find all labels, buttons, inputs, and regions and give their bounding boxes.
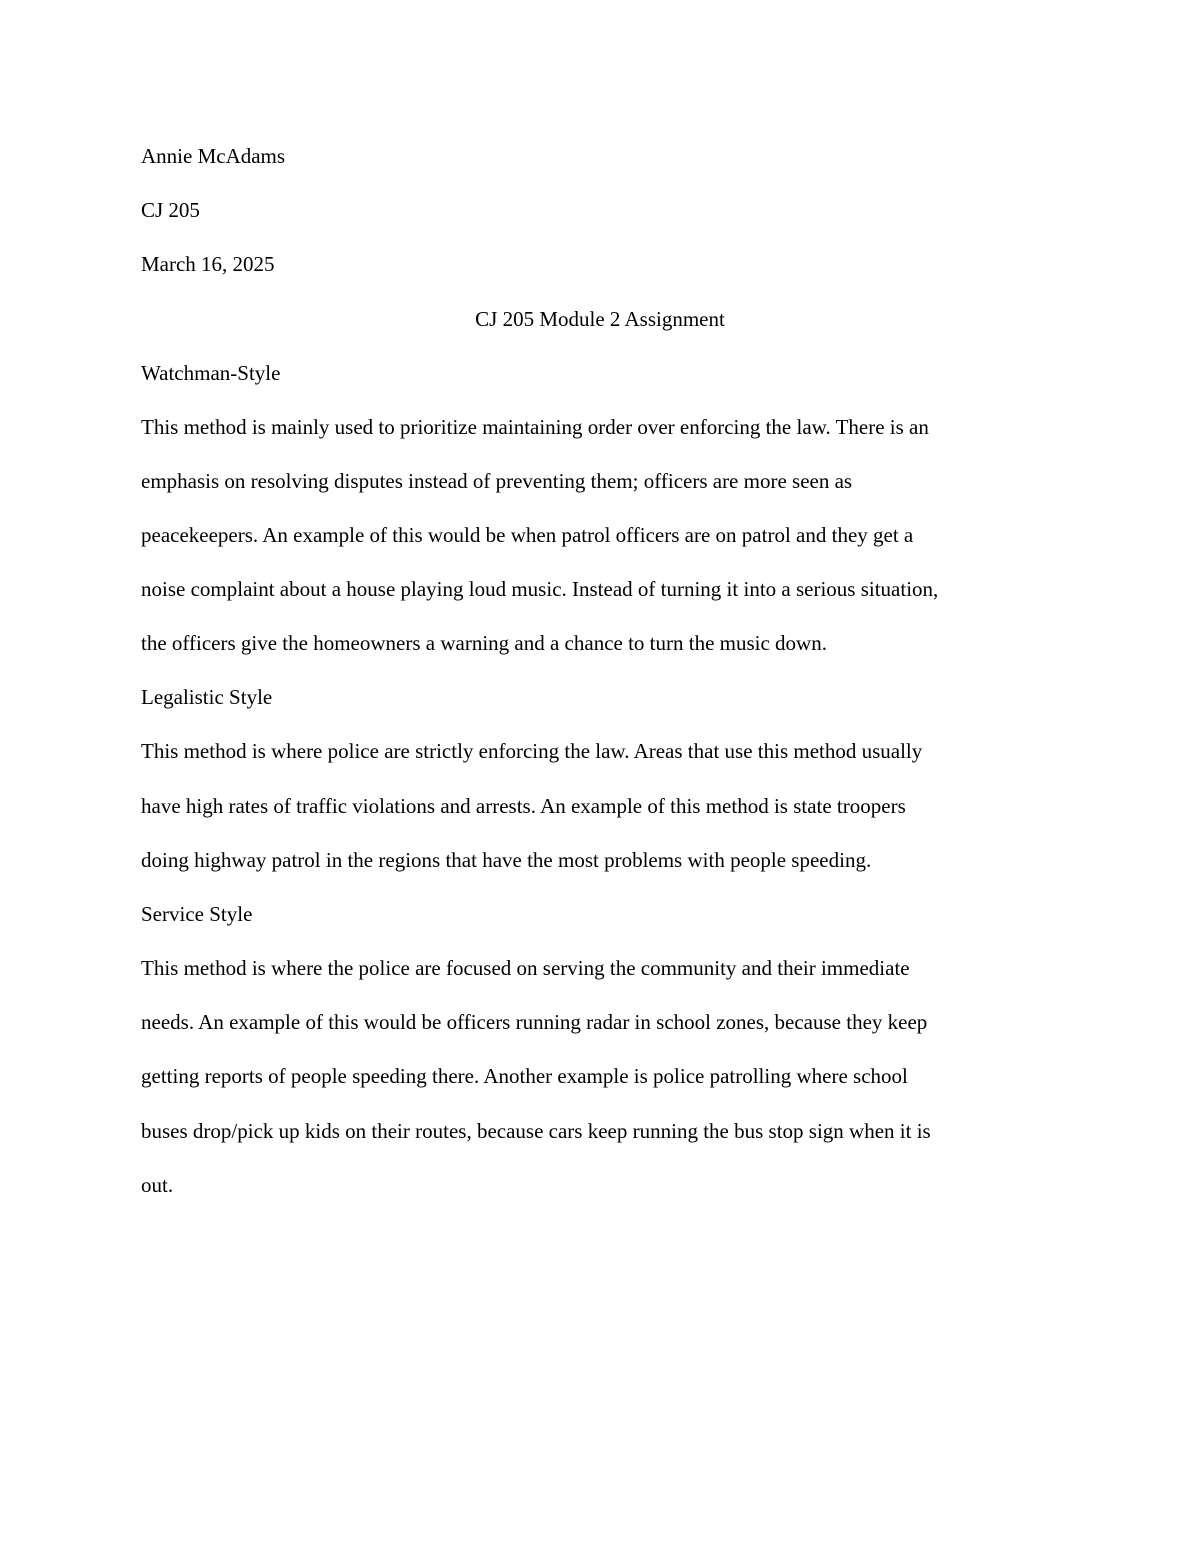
- author-name: Annie McAdams: [141, 144, 286, 168]
- paragraph-line: noise complaint about a house playing loud music. Instead of turning it into a serious situation,: [141, 577, 939, 601]
- paragraph-line: have high rates of traffic violations and arrests. An example of this method is state troopers: [141, 794, 906, 818]
- paragraph-line: emphasis on resolving disputes instead of preventing them; officers are more seen as: [141, 469, 853, 493]
- course-code: CJ 205: [141, 198, 200, 222]
- document-title: CJ 205 Module 2 Assignment: [475, 307, 725, 331]
- paragraph-line: This method is where the police are focused on serving the community and their immediate: [141, 956, 910, 980]
- paragraph-line: the officers give the homeowners a warning and a chance to turn the music down.: [141, 631, 827, 655]
- paragraph-line: peacekeepers. An example of this would be when patrol officers are on patrol and they get a: [141, 523, 914, 547]
- paragraph-line: buses drop/pick up kids on their routes, because cars keep running the bus stop sign when it is: [141, 1119, 931, 1143]
- paragraph-line: getting reports of people speeding there. Another example is police patrolling where school: [141, 1064, 908, 1088]
- section-heading-legalistic: Legalistic Style: [141, 685, 273, 709]
- section-heading-watchman: Watchman-Style: [141, 361, 281, 385]
- paragraph-line: doing highway patrol in the regions that have the most problems with people speeding.: [141, 848, 872, 872]
- document-date: March 16, 2025: [141, 252, 275, 276]
- paragraph-line: out.: [141, 1173, 174, 1197]
- section-heading-service: Service Style: [141, 902, 253, 926]
- paragraph-line: This method is where police are strictly enforcing the law. Areas that use this method usually: [141, 739, 923, 763]
- paragraph-line: needs. An example of this would be officers running radar in school zones, because they keep: [141, 1010, 928, 1034]
- paragraph-line: This method is mainly used to prioritize maintaining order over enforcing the law. There is an: [141, 415, 929, 439]
